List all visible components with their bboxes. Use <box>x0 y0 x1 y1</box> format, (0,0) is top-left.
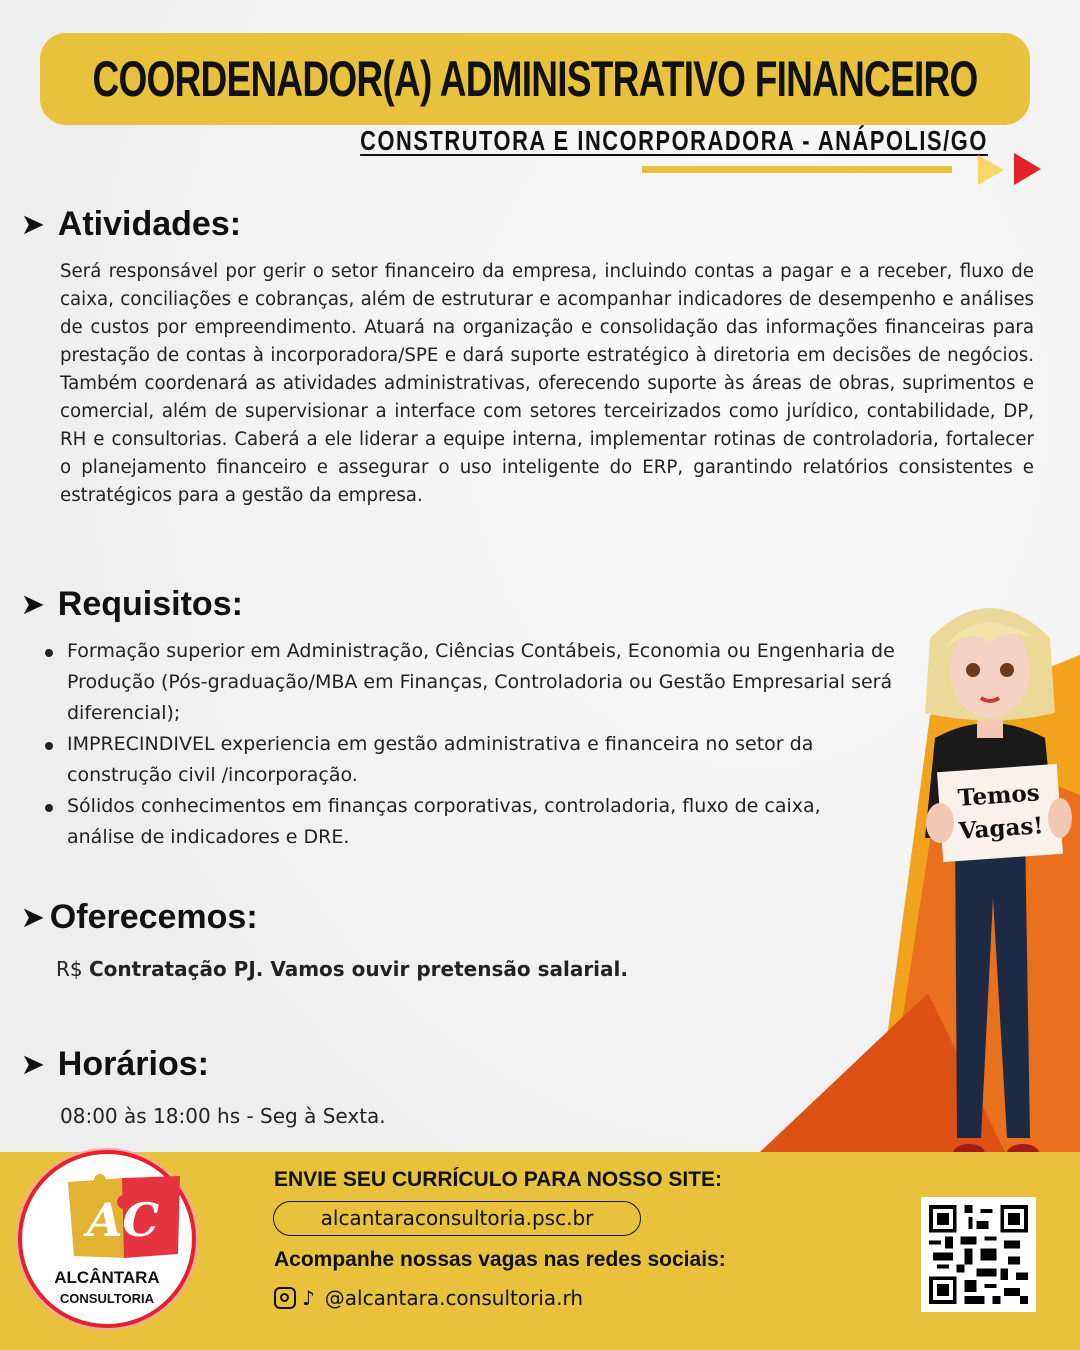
logo-company-sub: CONSULTORIA <box>59 1291 155 1306</box>
list-item: Sólidos conhecimentos em finanças corporativas, controladoria, fluxo de caixa, análise de indicadores e DRE. <box>45 791 865 853</box>
oferecemos-text <box>56 955 628 983</box>
social-handle-row <box>274 1286 583 1310</box>
horarios-text: 08:00 às 18:00 hs - Seg à Sexta. <box>60 1104 386 1128</box>
arrowhead-bullet-icon: ➤ <box>22 209 44 239</box>
qr-code-icon[interactable] <box>921 1197 1036 1312</box>
cta-text: ENVIE SEU CURRÍCULO PARA NOSSO SITE: <box>274 1168 723 1191</box>
tiktok-icon[interactable]: ♪ <box>302 1286 315 1310</box>
arrowhead-bullet-icon: ➤ <box>22 1049 44 1079</box>
list-item: Formação superior em Administração, Ciências Contábeis, Economia ou Engenharia de Produção (Pós-graduação/MBA em Finanças, Controladoria ou Gestão Empresarial será diferencial); <box>45 636 915 729</box>
sign-text-line1: Temos <box>957 779 1041 812</box>
section-heading-requisitos: ➤ Requisitos: <box>22 585 243 623</box>
title-banner <box>40 33 1030 125</box>
avatar-illustration <box>905 598 1075 1178</box>
logo-company-name: ALCÂNTARA <box>54 1268 160 1287</box>
arrowhead-bullet-icon: ➤ <box>22 589 44 619</box>
play-arrow-yellow-icon <box>978 155 1004 185</box>
play-arrow-red-icon <box>1014 153 1041 185</box>
list-item: IMPRECINDIVEL experiencia em gestão administrativa e financeira no setor da construção civil /incorporação. <box>45 729 865 791</box>
social-title: Acompanhe nossas vagas nas redes sociais: <box>274 1248 726 1271</box>
company-subtitle: CONSTRUTORA E INCORPORADORA - ANÁPOLIS/GO <box>360 125 988 156</box>
job-title: COORDENADOR(A) ADMINISTRATIVO FINANCEIRO <box>92 51 978 107</box>
oferecemos-offer: Contratação PJ. Vamos ouvir pretensão salarial. <box>88 957 628 981</box>
arrowhead-bullet-icon: ➤ <box>22 902 44 932</box>
logo-letters: AC <box>86 1193 160 1247</box>
section-heading-horarios: ➤ Horários: <box>22 1045 209 1083</box>
atividades-text: Será responsável por gerir o setor financeiro da empresa, incluindo contas a pagar e a receber, fluxo de caixa, conciliações e cobranças, além de estruturar e acompanhar indicadores de desempenho e análises de custos por empreendimento. Atuará na organização e consolidação das informações financeiras para prestação de contas à incorporadora/SPE e dará suporte estratégico à diretoria em decisões de negócios. Também coordenará as atividades administrativas, oferecendo suporte às áreas de obras, suprimentos e comercial, além de supervisionar a interface com setores terceirizados como jurídico, contabilidade, DP, RH e consultorias. Caberá a ele liderar a equipe interna, implementar rotinas de controladoria, fortalecer o planejamento financeiro e assegurar o uso inteligente do ERP, garantindo relatórios consistentes e estratégicos para a gestão da empresa. <box>60 261 1034 506</box>
website-link[interactable]: alcantaraconsultoria.psc.br <box>273 1201 641 1236</box>
section-heading-atividades: ➤ Atividades: <box>22 205 242 243</box>
section-heading-oferecemos: ➤ Oferecemos: <box>22 898 258 936</box>
decorative-line <box>642 166 952 173</box>
sign-text-line2: Vagas! <box>957 812 1045 845</box>
currency-prefix: R$ <box>56 957 83 981</box>
instagram-icon[interactable] <box>274 1287 296 1309</box>
puzzle-logo-icon <box>60 1172 186 1262</box>
social-handle[interactable]: @alcantara.consultoria.rh <box>324 1286 584 1310</box>
